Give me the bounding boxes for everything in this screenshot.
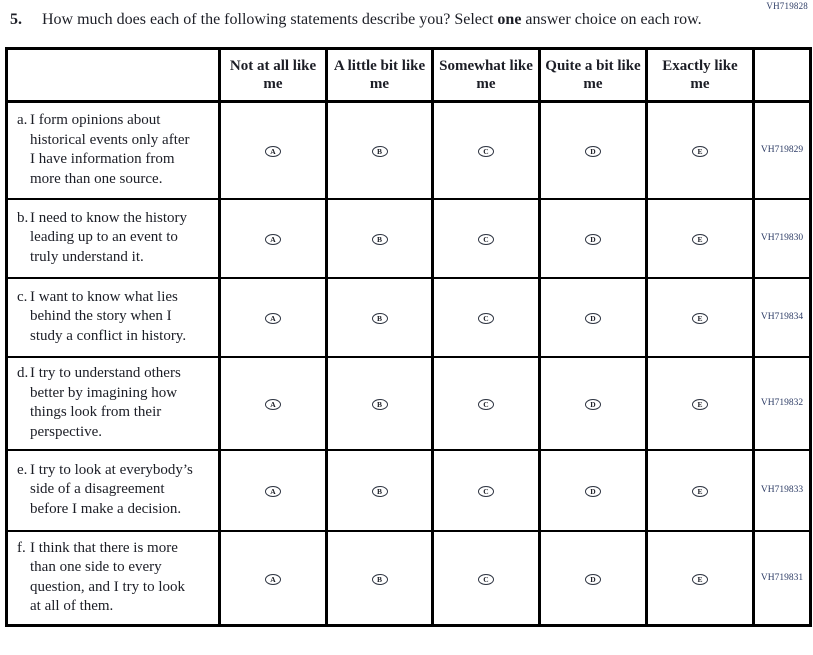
answer-bubble-c-c[interactable]: C (478, 313, 494, 324)
column-header-5: Exactly like me (647, 49, 754, 102)
answer-bubble-d-d[interactable]: D (585, 399, 601, 410)
statement-row-f (7, 531, 811, 626)
option-cell-c (433, 357, 540, 450)
code-header-cell (754, 49, 811, 102)
answer-bubble-d-b[interactable]: B (372, 399, 388, 410)
answer-bubble-c-b[interactable]: B (372, 313, 388, 324)
column-header-4: Quite a bit like me (540, 49, 647, 102)
answer-bubble-b-d[interactable]: D (585, 234, 601, 245)
page-code: VH719828 (766, 1, 808, 11)
statement-row-a (7, 102, 811, 199)
statement-cell (7, 102, 220, 199)
column-header-2: A little bit like me (327, 49, 433, 102)
row-code: VH719834 (754, 278, 811, 357)
answer-bubble-a-a[interactable]: A (265, 146, 281, 157)
statement-text: I form opinions about historical events only after I have information from more than one source. (30, 112, 190, 187)
statement-letter: b. (17, 209, 29, 226)
option-cell-e (647, 531, 754, 626)
statement-cell (7, 199, 220, 278)
option-cell-d (540, 102, 647, 199)
statement-cell (7, 450, 220, 531)
answer-bubble-e-e[interactable]: E (692, 486, 708, 497)
answer-bubble-f-a[interactable]: A (265, 574, 281, 585)
option-cell-c (433, 531, 540, 626)
row-code: VH719832 (754, 357, 811, 450)
option-cell-a (220, 357, 327, 450)
answer-bubble-d-c[interactable]: C (478, 399, 494, 410)
option-cell-b (327, 531, 433, 626)
option-cell-e (647, 102, 754, 199)
option-cell-c (433, 102, 540, 199)
answer-bubble-b-a[interactable]: A (265, 234, 281, 245)
row-code: VH719833 (754, 450, 811, 531)
option-cell-e (647, 357, 754, 450)
option-cell-a (220, 531, 327, 626)
statement-text: I try to look at everybody’s side of a disagreement before I make a decision. (30, 461, 193, 517)
statement-row-d (7, 357, 811, 450)
row-code: VH719829 (754, 102, 811, 199)
statement-text: I think that there is more than one side to every question, and I try to look at all of them. (30, 539, 185, 615)
answer-bubble-c-a[interactable]: A (265, 313, 281, 324)
option-cell-d (540, 199, 647, 278)
row-code: VH719830 (754, 199, 811, 278)
option-cell-c (433, 278, 540, 357)
answer-bubble-e-b[interactable]: B (372, 486, 388, 497)
statement-letter: e. (17, 461, 28, 478)
statement-letter: a. (17, 112, 28, 129)
option-cell-a (220, 450, 327, 531)
statement-header-cell (7, 49, 220, 102)
question-text (42, 10, 783, 30)
answer-bubble-f-d[interactable]: D (585, 574, 601, 585)
option-cell-a (220, 278, 327, 357)
answer-bubble-d-e[interactable]: E (692, 399, 708, 410)
answer-bubble-e-d[interactable]: D (585, 486, 601, 497)
option-cell-b (327, 102, 433, 199)
option-cell-d (540, 531, 647, 626)
answer-bubble-a-e[interactable]: E (692, 146, 708, 157)
option-cell-b (327, 278, 433, 357)
question-number: 5. (10, 11, 22, 28)
option-cell-e (647, 450, 754, 531)
statement-letter: f. (17, 539, 26, 556)
statement-row-b (7, 199, 811, 278)
column-header-1: Not at all like me (220, 49, 327, 102)
statement-letter: d. (17, 365, 29, 381)
statement-row-c (7, 278, 811, 357)
response-grid-table (5, 47, 812, 627)
answer-bubble-f-e[interactable]: E (692, 574, 708, 585)
answer-bubble-e-a[interactable]: A (265, 486, 281, 497)
question-text-start: How much does each of the following statements describe you? Select (42, 11, 498, 28)
option-cell-b (327, 357, 433, 450)
statement-text: I want to know what lies behind the story when I study a conflict in history. (30, 288, 187, 344)
question-block (10, 10, 783, 30)
option-cell-b (327, 199, 433, 278)
answer-bubble-d-a[interactable]: A (265, 399, 281, 410)
statement-cell (7, 278, 220, 357)
column-header-3: Somewhat like me (433, 49, 540, 102)
answer-bubble-a-c[interactable]: C (478, 146, 494, 157)
answer-bubble-e-c[interactable]: C (478, 486, 494, 497)
answer-bubble-f-b[interactable]: B (372, 574, 388, 585)
answer-bubble-b-c[interactable]: C (478, 234, 494, 245)
row-code: VH719831 (754, 531, 811, 626)
statement-row-e (7, 450, 811, 531)
statement-cell (7, 531, 220, 626)
question-text-end: answer choice on each row. (521, 11, 702, 28)
statement-cell (7, 357, 220, 450)
statement-letter: c. (17, 288, 28, 305)
option-cell-d (540, 357, 647, 450)
answer-bubble-a-d[interactable]: D (585, 146, 601, 157)
answer-bubble-b-e[interactable]: E (692, 234, 708, 245)
option-cell-d (540, 450, 647, 531)
question-text-bold: one (497, 11, 522, 28)
header-row (7, 49, 811, 102)
option-cell-d (540, 278, 647, 357)
option-cell-a (220, 102, 327, 199)
option-cell-c (433, 199, 540, 278)
option-cell-e (647, 278, 754, 357)
statement-text: I need to know the history leading up to an event to truly understand it. (30, 209, 188, 265)
option-cell-e (647, 199, 754, 278)
statement-text: I try to understand others better by imagining how things look from their perspective. (30, 365, 181, 440)
answer-bubble-c-d[interactable]: D (585, 313, 601, 324)
option-cell-b (327, 450, 433, 531)
answer-bubble-f-c[interactable]: C (478, 574, 494, 585)
option-cell-c (433, 450, 540, 531)
option-cell-a (220, 199, 327, 278)
answer-bubble-a-b[interactable]: B (372, 146, 388, 157)
answer-bubble-b-b[interactable]: B (372, 234, 388, 245)
answer-bubble-c-e[interactable]: E (692, 313, 708, 324)
